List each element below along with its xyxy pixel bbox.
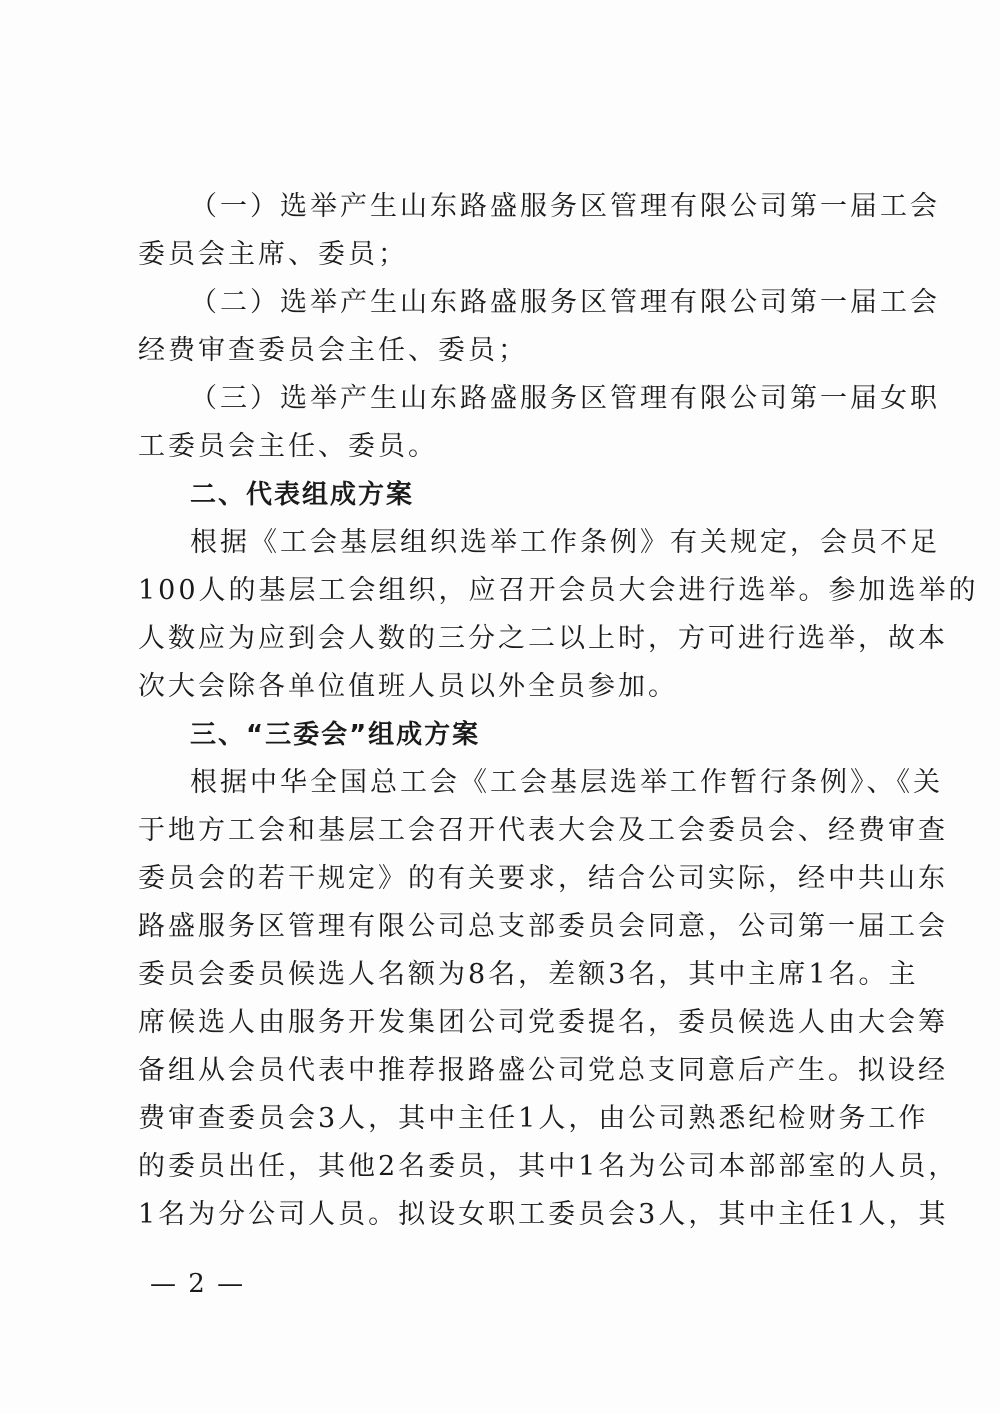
item-1-line-2: 委员会主席、委员； — [138, 239, 408, 270]
section-2-heading: 二、代表组成方案 — [190, 480, 415, 510]
item-2-line-1: （二）选举产生山东路盛服务区管理有限公司第一届工会 — [190, 287, 940, 318]
item-2-line-2: 经费审查委员会主任、委员； — [138, 335, 528, 366]
section-3-paragraph-line: 1名为分公司人员。拟设女职工委员会3人，其中主任1人，其 — [138, 1199, 949, 1230]
section-3-heading: 三、“三委会”组成方案 — [190, 720, 481, 750]
item-3-line-2: 工委员会主任、委员。 — [138, 431, 438, 462]
section-3-paragraph-line: 委员会委员候选人名额为8名，差额3名，其中主席1名。主 — [138, 959, 919, 990]
section-3-paragraph-line: 的委员出任，其他2名委员，其中1名为公司本部部室的人员， — [138, 1151, 959, 1182]
section-3-paragraph-line: 委员会的若干规定》的有关要求，结合公司实际，经中共山东 — [138, 863, 948, 894]
section-3-paragraph-line: 于地方工会和基层工会召开代表大会及工会委员会、经费审查 — [138, 815, 948, 846]
item-3-line-1: （三）选举产生山东路盛服务区管理有限公司第一届女职 — [190, 383, 940, 414]
section-3-paragraph-line: 备组从会员代表中推荐报路盛公司党总支同意后产生。拟设经 — [138, 1055, 948, 1086]
section-2-paragraph-line: 次大会除各单位值班人员以外全员参加。 — [138, 671, 678, 702]
section-3-paragraph-line: 路盛服务区管理有限公司总支部委员会同意，公司第一届工会 — [138, 911, 948, 942]
section-3-paragraph-line: 席候选人由服务开发集团公司党委提名，委员候选人由大会筹 — [138, 1007, 948, 1038]
section-2-paragraph-line: 100人的基层工会组织，应召开会员大会进行选举。参加选举的 — [138, 575, 979, 606]
page-number: — 2 — — [150, 1269, 246, 1299]
section-2-paragraph-line: 人数应为应到会人数的三分之二以上时，方可进行选举，故本 — [138, 623, 948, 654]
item-1-line-1: （一）选举产生山东路盛服务区管理有限公司第一届工会 — [190, 191, 940, 222]
section-2-paragraph-line: 根据《工会基层组织选举工作条例》有关规定，会员不足 — [190, 527, 940, 558]
section-3-paragraph-line: 费审查委员会3人，其中主任1人，由公司熟悉纪检财务工作 — [138, 1103, 929, 1134]
section-3-paragraph-line: 根据中华全国总工会《工会基层选举工作暂行条例》、《关 — [190, 767, 943, 798]
